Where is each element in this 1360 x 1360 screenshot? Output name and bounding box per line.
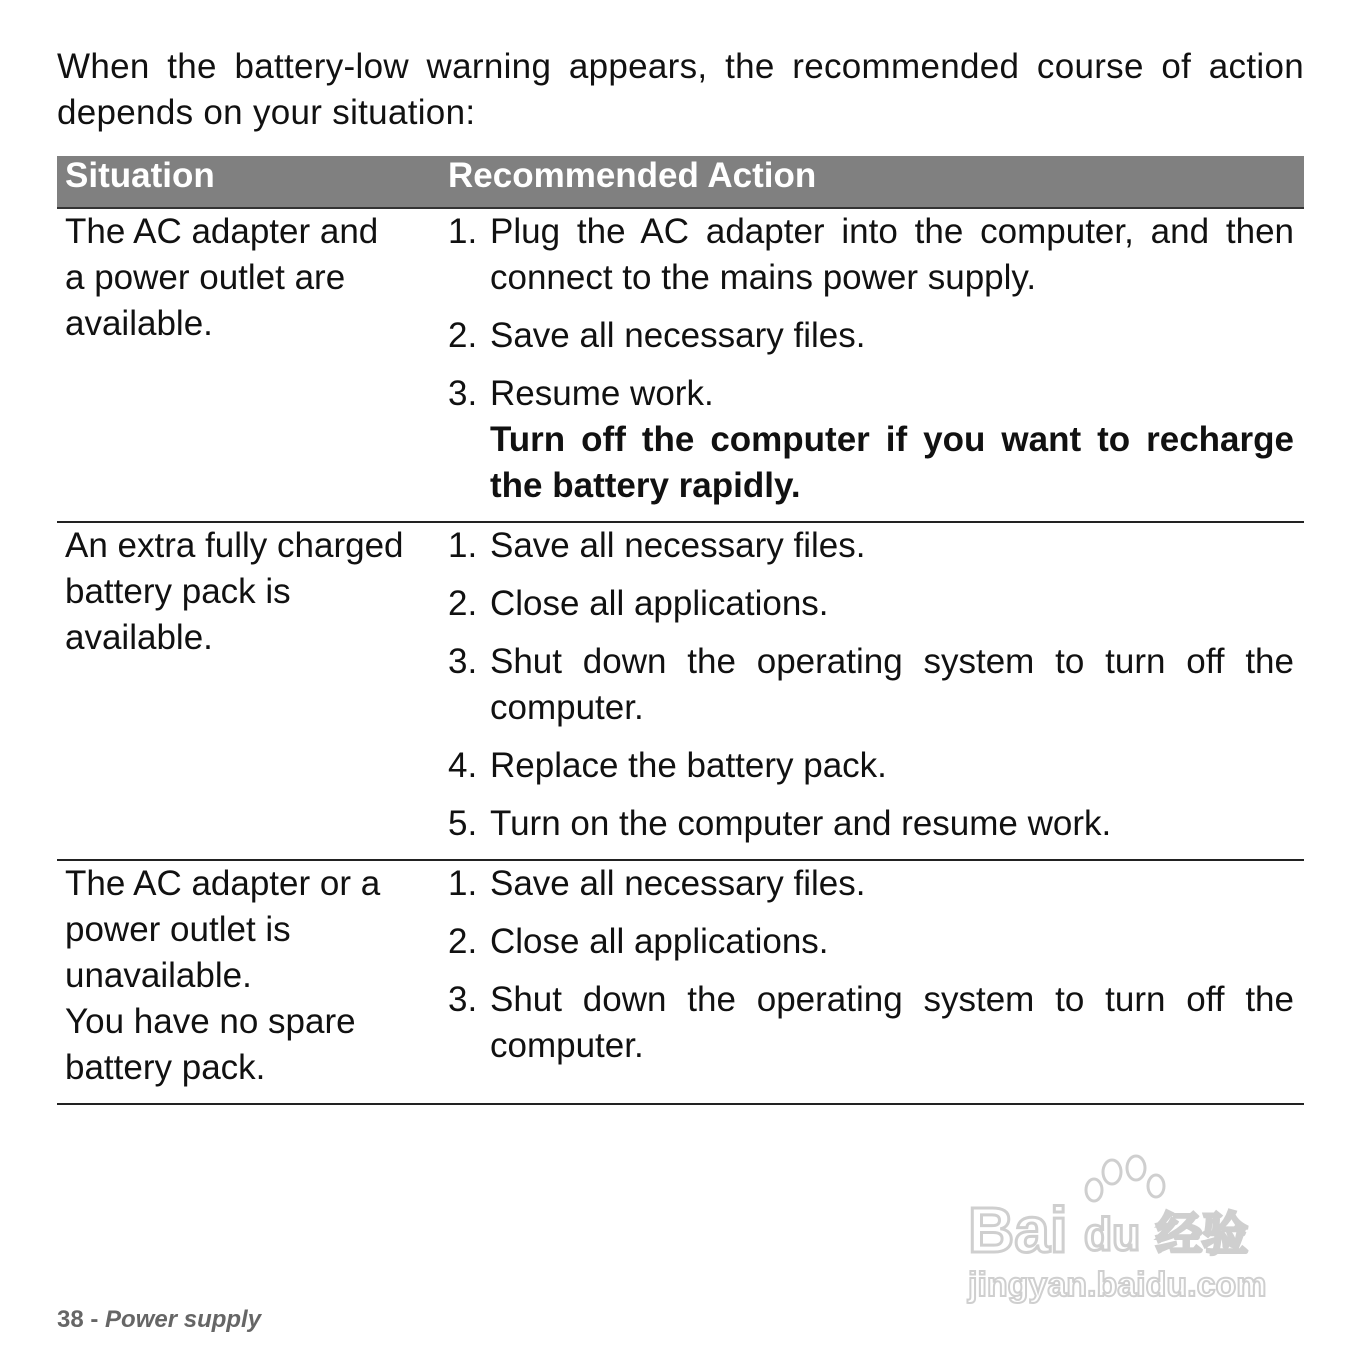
step-number: 4. <box>448 746 478 785</box>
header-situation: Situation <box>57 156 440 208</box>
step-text: Save all necessary files. <box>490 526 866 565</box>
action-steps <box>448 209 1294 509</box>
page-footer <box>57 1306 261 1334</box>
situation-cell <box>57 208 440 522</box>
step-text: Replace the battery pack. <box>490 746 887 785</box>
situation-line: power outlet is <box>65 910 291 949</box>
situation-line: battery pack. <box>65 1048 266 1087</box>
paw-icon <box>1086 1156 1164 1201</box>
list-item <box>448 523 1294 569</box>
situation-line: The AC adapter and <box>65 212 379 251</box>
situation-line: available. <box>65 304 213 343</box>
section-name: Power supply <box>105 1306 262 1333</box>
step-number: 2. <box>448 316 478 355</box>
list-item <box>448 743 1294 789</box>
step-text: Save all necessary files. <box>490 316 866 355</box>
step-number: 1. <box>448 864 478 903</box>
intro-paragraph: When the battery-low warning appears, the recommended course of action depends on your situation: <box>57 47 1304 132</box>
step-text <box>490 371 1294 509</box>
step-text-main: Resume work. <box>490 374 714 413</box>
step-number: 2. <box>448 584 478 623</box>
watermark-brand-end: du <box>1084 1208 1141 1260</box>
watermark-cn: 经验 <box>1156 1207 1248 1261</box>
step-number: 3. <box>448 374 478 413</box>
step-text: Save all necessary files. <box>490 864 866 903</box>
step-text: Close all applications. <box>490 584 829 623</box>
list-item <box>448 639 1294 731</box>
step-number: 3. <box>448 642 478 681</box>
step-number: 1. <box>448 212 478 251</box>
list-item <box>448 371 1294 509</box>
table-header-row <box>57 156 1304 208</box>
baidu-watermark <box>960 1150 1280 1310</box>
list-item <box>448 581 1294 627</box>
page-number: 38 - <box>57 1306 106 1333</box>
action-cell <box>440 208 1304 522</box>
step-number: 2. <box>448 922 478 961</box>
list-item <box>448 313 1294 359</box>
list-item <box>448 861 1294 907</box>
situation-line: The AC adapter or a <box>65 864 381 903</box>
battery-low-actions-table <box>57 156 1304 1105</box>
step-text: Turn on the computer and resume work. <box>490 804 1112 843</box>
situation-line: You have no spare <box>65 1002 356 1041</box>
table-row <box>57 860 1304 1104</box>
step-text: Shut down the operating system to turn off the computer. <box>490 642 1294 727</box>
bold-note: Turn off the computer if you want to recharge the battery rapidly. <box>490 420 1294 505</box>
step-number: 1. <box>448 526 478 565</box>
list-item <box>448 919 1294 965</box>
header-recommended-action: Recommended Action <box>440 156 1304 208</box>
situation-line: unavailable. <box>65 956 252 995</box>
watermark-url: jingyan.baidu.com <box>968 1266 1267 1304</box>
action-cell <box>440 860 1304 1104</box>
step-text: Plug the AC adapter into the computer, and then connect to the mains power supply. <box>490 212 1294 297</box>
situation-line: available. <box>65 618 213 657</box>
action-cell <box>440 522 1304 860</box>
step-number: 5. <box>448 804 478 843</box>
situation-line: battery pack is <box>65 572 291 611</box>
list-item <box>448 209 1294 301</box>
action-steps <box>448 861 1294 1069</box>
table-row <box>57 208 1304 522</box>
situation-line: An extra fully charged <box>65 526 404 565</box>
situation-line: a power outlet are <box>65 258 346 297</box>
situation-cell <box>57 860 440 1104</box>
table-row <box>57 522 1304 860</box>
watermark-brand: Bai <box>968 1194 1068 1266</box>
action-steps <box>448 523 1294 847</box>
list-item <box>448 801 1294 847</box>
step-text: Shut down the operating system to turn off the computer. <box>490 980 1294 1065</box>
step-text: Close all applications. <box>490 922 829 961</box>
step-number: 3. <box>448 980 478 1019</box>
list-item <box>448 977 1294 1069</box>
situation-cell <box>57 522 440 860</box>
